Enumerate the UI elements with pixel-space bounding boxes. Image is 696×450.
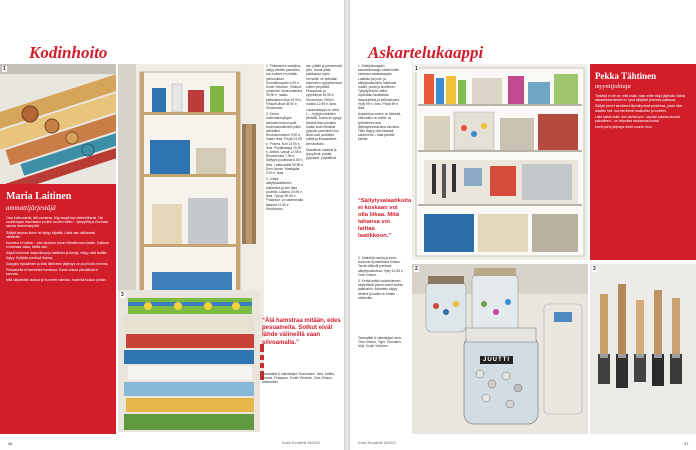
left-col2-para-3: Muistilista: lakanat ja tyynyliinat, paidat, pyyhkeet, pöytäliinat. bbox=[306, 147, 337, 161]
left-step-1-text: 1. Pellavainen kaitaliina säilyy siististi parhaiten, kun kaiteet on rullattu pahvirullaan. Sumuttimapullo 4,99 e, Kodin Ykkönen. Vihkurit-purkkinen Viiva-kaitaliina 39,90 e, raaka-pellavainen liina 49,90 e, Vihkurit-liinat 35,90 e, Stockmann. bbox=[266, 64, 303, 111]
jar-label: JUUTTI bbox=[480, 356, 513, 364]
photo-number-3-right: 3 bbox=[593, 266, 596, 272]
right-step-3-text: 3. Kerää kaikki valaistukseen käytettävät pienet purkit isoihin laatikoihin. Askartelu säilyy siistinä ja kaikki on käden ulottuvilla. bbox=[358, 279, 404, 300]
right-step-1-more: Askartelua varten on tärkeää, että kaikki on esillä. Ja työvälineet ovat järjestyksessä aina valmiina. Tilan täytyy olla viisaasti rakennettu – tilaa pienille jutuille. bbox=[358, 112, 402, 142]
photo-craft-closet bbox=[412, 64, 588, 260]
left-col2-para-2: Lakanakaappi on vielä 1. – hyllyjä mieluiten ylhäällä, koska se pysyy sileänä tilan pinnalla. Kaikki kodin tekstiilit pysyvät paremmin kun liinat ovat puolitetut rullilla ja liinavaatteet kerroksittain. bbox=[306, 108, 342, 146]
right-page-number: 37 bbox=[684, 441, 689, 446]
left-profile-text bbox=[6, 216, 110, 430]
left-profile-para-6: Pesuaineita ei hamstrata hamstraa. Sama toistaa päivittäistä ei kannata. bbox=[6, 268, 98, 277]
left-col2-para-1: sen päälle ja pienemmät ylös. Sama pitää paikkansa myös verhoilla: ne pidetään paremmin ryppyttömissä rullien ympärillä. Pesupussit ja pyyheliinat 16,95 e, Stockmann. Peiton nurkka 12,95 e, Ikea. bbox=[306, 64, 342, 106]
left-profile-role: ammattijärjestäjä bbox=[6, 204, 56, 212]
left-step-2-text: 2. Kerrot kodinhoitohyllyjen kankaat kertoa hyvät kodinhoitovälineet pilkin selkeäksi. Ruokosorsoinen 9,90 e, Vasen Ikea. Pöytä 24,95 e, Prisma. Kori 13,95 e, Ikea. Pöytäkaappi 19,90 e, Anttila. Lastut 12,95 e, Rinnekeidas 7,95 e. Säilytys puolilanat 8,50 e, Ikea. Lattia-astiat 59,95 e, Eero Aarnio. Mattojalat 9,90 e, Ikea. bbox=[266, 112, 304, 176]
photo-number-1: 1 bbox=[3, 66, 6, 72]
left-profile-para-1: Oma kotiluuolella, älä hamstraa. Käy kaapit läpi säännöllisesti. Tee ruokakaapin inventaario puolen vuoden välein – lyhtyyttää ja Kimmata samaa ravemmanpätä. bbox=[6, 216, 109, 229]
left-page-title: Kodinhoito bbox=[29, 43, 108, 62]
photo-number-2-right: 2 bbox=[415, 266, 418, 272]
left-profile-para-2: Säilytä tavaraa kuten ne täytyy käyttää. Lisää vain aktiivisesti nähtäville. bbox=[6, 230, 96, 239]
right-profile-para-1: Tärkeää ei ole se, mitä ostat, vaan miten tiloja järjestät. Kaikki askartelutarvikkeet on hyvä säilyttää yhdessä paikassa. bbox=[595, 94, 686, 103]
left-footer: Kodin Kuvalehti 18/2012 bbox=[282, 441, 320, 445]
right-page-title: Askartelukaappi bbox=[368, 43, 484, 62]
right-credits: Tavaratilat & valmistajat: Ikea, Clas Ohlson, Tiger, Tokmanni, Muji, Kodin Ykkönen bbox=[358, 336, 402, 349]
left-text-column-2 bbox=[306, 64, 342, 302]
photo-stacked-linens bbox=[118, 290, 260, 432]
right-profile-para-2: Säilytä pienet tarvikkeet läpinäkyvissä purkeissa, joista näet sisällön heti. Isot tarvikkeet laatikoihin ja koreihin. bbox=[595, 104, 683, 113]
photo-rolled-fabrics bbox=[0, 64, 116, 184]
right-profile-name: Pekka Tähtinen bbox=[595, 71, 657, 81]
right-text-column-2 bbox=[358, 256, 404, 332]
left-profile-para-5: Kaappiin hyödyllinen ja siisti lähitoinen järjestys on puoli koko homma. bbox=[6, 261, 109, 266]
right-footer: Kodin Kuvalehti 18/2012 bbox=[358, 441, 396, 445]
left-page bbox=[0, 0, 344, 450]
left-pull-quote: “Älä hamstraa mitään, edes pesuaineita. Sotkut eivät lähde välineillä vaan siivoamalla.” bbox=[262, 318, 341, 346]
left-step-3-text: 3. Liittyä säilytyslaatikoihin aukitettua ja sen tilaa puolella. Lakana 24,95 e, Ikea. Tyynyt 39,90 e, Finlayson, ja vasemmalla lakanat 12,95 e Stockmann. bbox=[266, 177, 304, 211]
left-page-number: 36 bbox=[8, 441, 13, 446]
right-pull-quote: “Säilytysalaatikoita ei koskaan voi olla liikaa. Mitä tahansa voi laittaa laatikkoon.” bbox=[358, 198, 412, 239]
photo-number-3-left: 3 bbox=[121, 292, 124, 298]
right-step-1-text: 1. Käsityökaappiin askartelukaappi rakennettiin vanhaan vaatekaappiin. Laatikko jäi pois, ja säilytystaskuihin mahtuvat maalit, pullot ja siveltimet. Tyhjätyöntyön säilöt löydetään tavallisista lasipurkeista ja peltirasioista. Hylly 99 e, Ikea. Pöytä 89 e, Ikea. bbox=[358, 64, 400, 111]
right-profile-text bbox=[595, 94, 691, 254]
right-page bbox=[350, 0, 696, 450]
photo-number-1-right: 1 bbox=[415, 66, 418, 72]
photo-brushes bbox=[590, 264, 696, 434]
right-text-column-1 bbox=[358, 64, 402, 194]
left-profile-name: Maria Laitinen bbox=[6, 191, 72, 202]
left-credits: Tavaratilat & valmistajat: Stockmann, Ikea, Anttila, Prisma, Finlayson, Kodin Ykkönen, Clas Ohlson, Marimekko bbox=[262, 372, 335, 385]
photo-jars-buttons bbox=[412, 264, 588, 434]
left-profile-para-7: Mitä säilytetään lasissa ja huoneen saleissa, huolehdi taukoa ja tilan. bbox=[6, 278, 107, 283]
right-profile-para-4: Usein pieni järjestys tekee suuren eron. bbox=[595, 125, 653, 130]
left-profile-para-4: Käytä kivemmin lasipurkkeja ja laatikoita ja koreja, näkyy mitä sisältä löytyy. Hyllytilat pienissä tiloissa. bbox=[6, 251, 107, 260]
right-step-2-text: 2. Sääntöjä nauha ja tarra kuuluvat ripustettuina rullaan. Tarrat säilyvät pienissä säilytysrasioissa. Hylly 12,95 e, Clas Ohlson. bbox=[358, 256, 404, 277]
right-profile-role: myyntijohtaja bbox=[595, 83, 631, 90]
right-profile-para-3: Laita kaikki esille, kun aloitat työn. Lopuksi palauta tavarat paikoilleen – se helpottaa seuraavaa kertaa. bbox=[595, 114, 680, 124]
left-profile-para-3: Kauneus ei vaihdu – vain taulukon tuhon elämäkerran sisään. Kaikkea ei kannata ostaa, tietää vain. bbox=[6, 241, 109, 250]
